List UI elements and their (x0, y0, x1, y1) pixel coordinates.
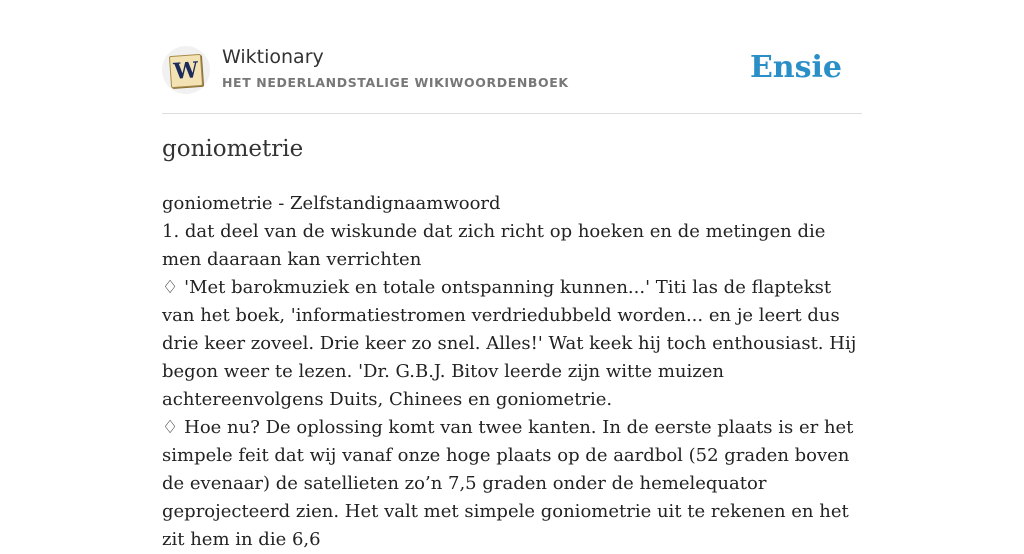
wiktionary-logo-icon[interactable] (162, 46, 210, 94)
logo-tile: W (169, 54, 203, 88)
site-tagline: HET NEDERLANDSTALIGE WIKIWOORDENBOEK (222, 75, 569, 90)
part-of-speech-line: goniometrie - Zelfstandignaamwoord (162, 193, 501, 214)
example-2 (162, 414, 862, 554)
page-title: goniometrie (162, 136, 304, 162)
example-marker-icon: ♢ (162, 417, 179, 438)
ensie-brand-link[interactable]: Ensie (749, 50, 842, 85)
site-name[interactable]: Wiktionary (222, 46, 324, 68)
example-1 (162, 274, 862, 414)
entry-content (162, 190, 862, 554)
example-text: 'Met barokmuziek en totale ontspanning kunnen...' Titi las de flaptekst van het boek, 'informatiestromen verdriedubbeld worden... en je leert dus drie keer zoveel. Drie keer zo snel. Alles!' Wat keek hij toch enthousiast. Hij begon weer te lezen. 'Dr. G.B.J. Bitov leerde zijn witte muizen achtereenvolgens Duits, Chinees en goniometrie. (162, 277, 857, 410)
site-header (162, 40, 862, 114)
definition: 1. dat deel van de wiskunde dat zich richt op hoeken en de metingen die men daaraan kan verrichten (162, 221, 826, 270)
example-marker-icon: ♢ (162, 277, 179, 298)
example-text: Hoe nu? De oplossing komt van twee kanten. In de eerste plaats is er het simpele feit dat wij vanaf onze hoge plaats op de aardbol (52 graden boven de evenaar) de satellieten zo’n 7,5 graden onder de hemelequator geprojecteerd zien. Het valt met simpele goniometrie uit te rekenen en het zit hem in die 6,6 (162, 417, 854, 550)
